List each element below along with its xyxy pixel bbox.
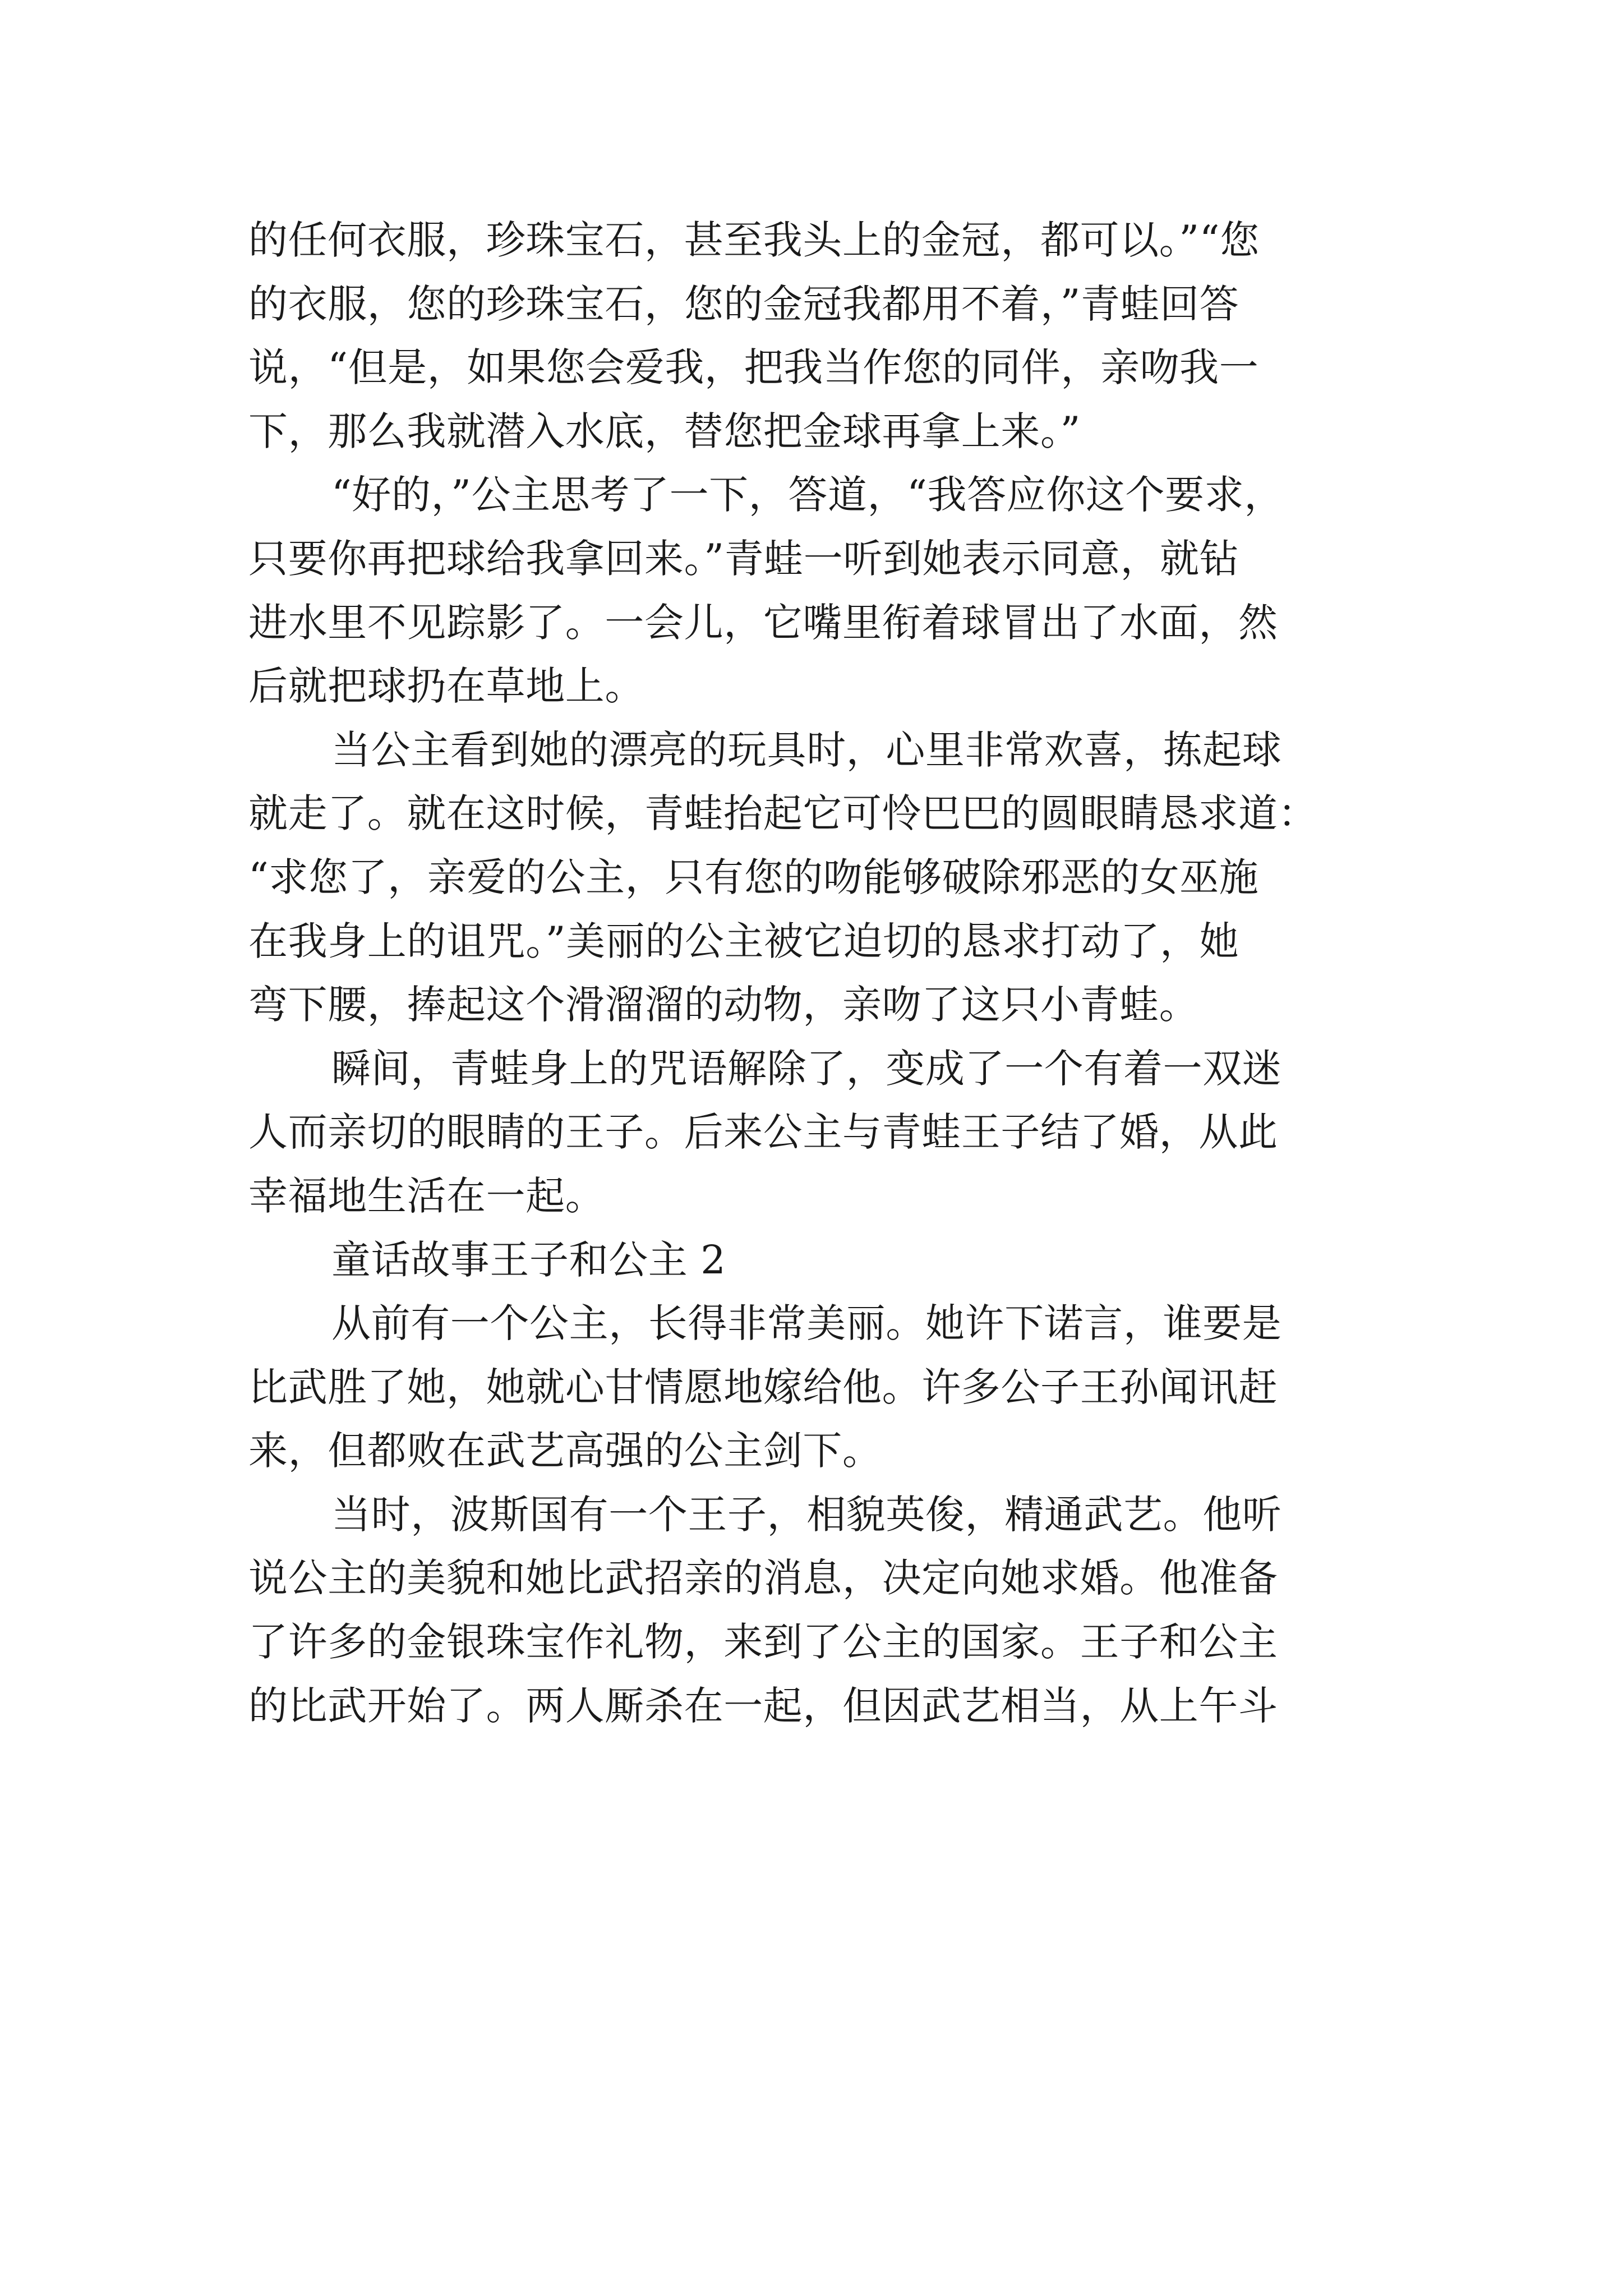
text-line: “求您了，亲爱的公主，只有您的吻能够破除邪恶的女巫施 [248,854,1259,900]
text-line: 说，“但是，如果您会爱我，把我当作您的同伴，亲吻我一 [248,344,1259,391]
text-line: 当公主看到她的漂亮的玩具时，心里非常欢喜，拣起球 [331,726,1282,773]
text-line: 当时，波斯国有一个王子，相貌英俊，精通武艺。他听 [331,1491,1282,1538]
text-line: 的比武开始了。两人厮杀在一起，但因武艺相当，从上午斗 [248,1682,1278,1729]
text-line: 弯下腰，捧起这个滑溜溜的动物，亲吻了这只小青蛙。 [248,982,1199,1028]
text-line: 人而亲切的眼睛的王子。后来公主与青蛙王子结了婚，从此 [248,1109,1278,1156]
text-line: 在我身上的诅咒。”美丽的公主被它迫切的恳求打动了，她 [248,918,1239,964]
text-line: “好的，”公主思考了一下，答道，“我答应你这个要求， [331,472,1284,518]
document-body [248,209,1393,1738]
text-line: 来，但都败在武艺高强的公主剑下。 [248,1428,882,1474]
text-line: 后就把球扔在草地上。 [248,663,644,710]
text-line: 的任何衣服，珍珠宝石，甚至我头上的金冠，都可以。”“您 [248,217,1260,263]
text-line: 进水里不见踪影了。一会儿，它嘴里衔着球冒出了水面，然 [248,599,1278,646]
text-line: 只要你再把球给我拿回来。”青蛙一听到她表示同意，就钻 [248,535,1239,582]
text-line: 下，那么我就潜入水底，替您把金球再拿上来。” [248,408,1081,454]
text-line: 瞬间，青蛙身上的咒语解除了，变成了一个有着一双迷 [331,1045,1282,1092]
text-line: 童话故事王子和公主 2 [331,1236,726,1283]
text-line: 从前有一个公主，长得非常美丽。她许下诺言，谁要是 [331,1300,1282,1347]
text-line: 说公主的美貌和她比武招亲的消息，决定向她求婚。他准备 [248,1555,1278,1602]
text-line: 了许多的金银珠宝作礼物，来到了公主的国家。王子和公主 [248,1619,1278,1665]
text-line: 的衣服，您的珍珠宝石，您的金冠我都用不着，”青蛙回答 [248,280,1239,327]
text-line: 比武胜了她，她就心甘情愿地嫁给他。许多公子王孙闻讯赶 [248,1364,1278,1410]
text-line: 就走了。就在这时候，青蛙抬起它可怜巴巴的圆眼睛恳求道： [248,790,1318,837]
text-line: 幸福地生活在一起。 [248,1172,605,1219]
